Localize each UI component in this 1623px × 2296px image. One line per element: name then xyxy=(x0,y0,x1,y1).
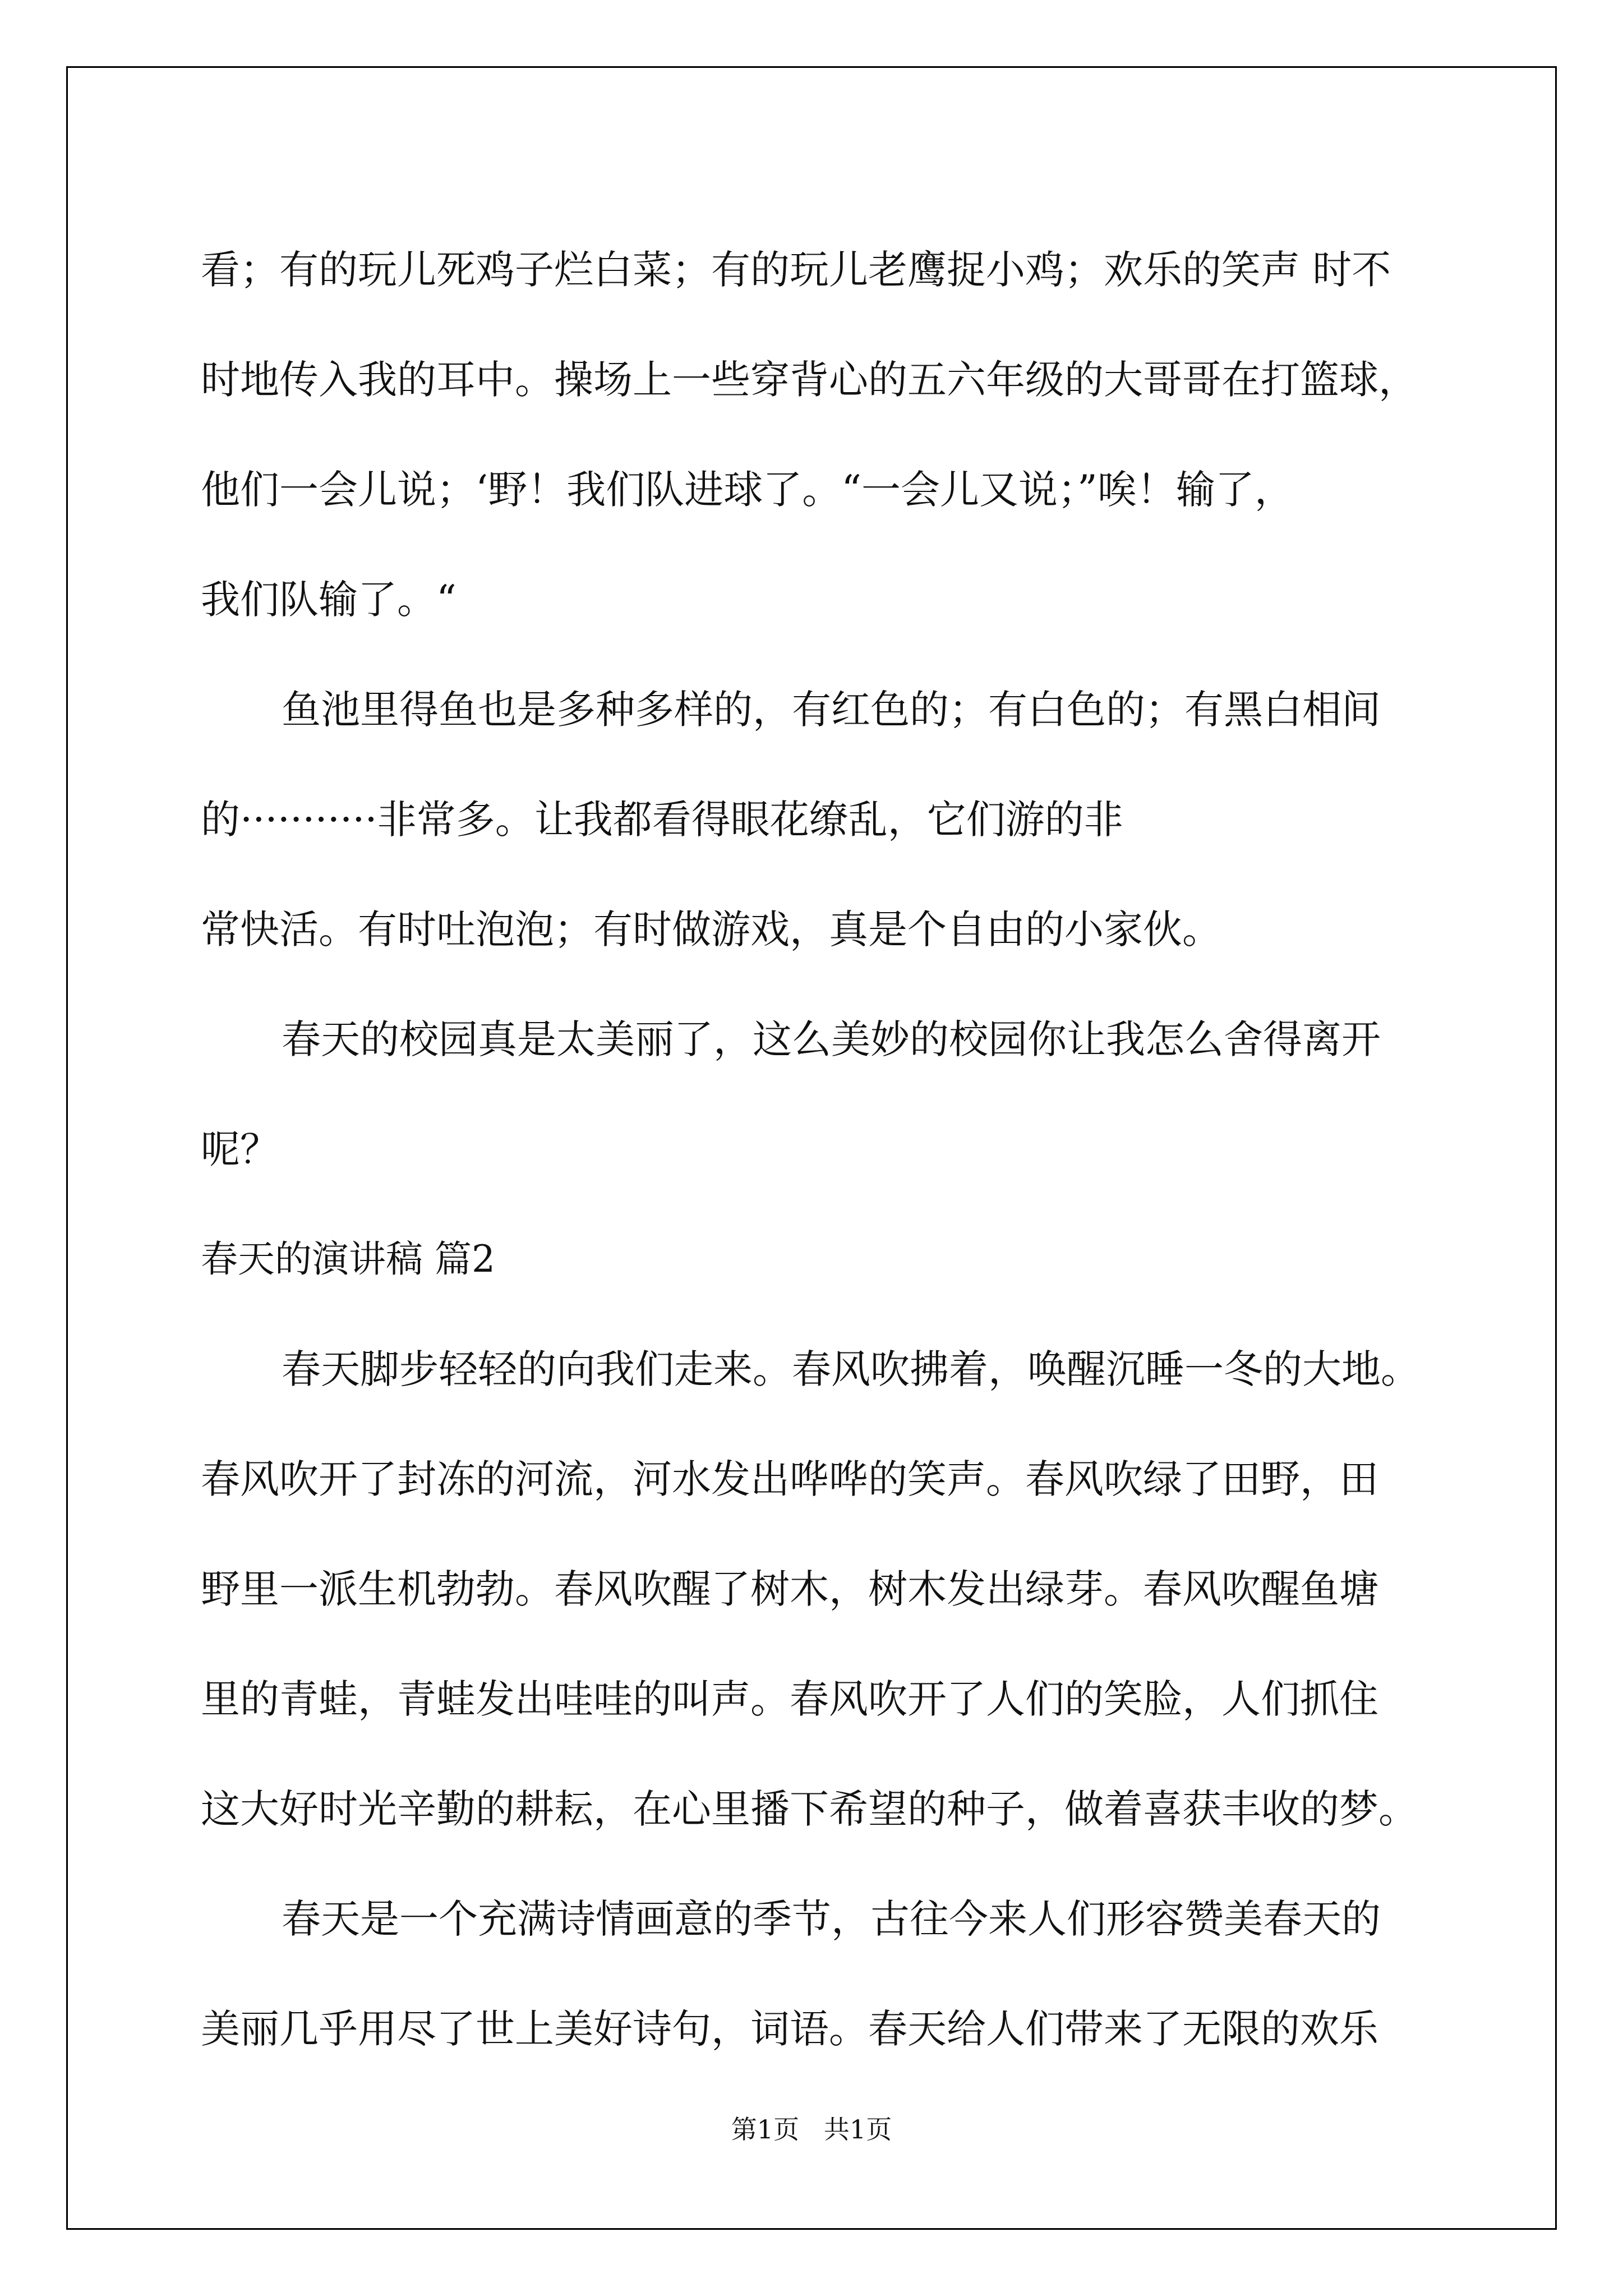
paragraph-start-line: 春天的校园真是太美丽了，这么美妙的校园你让我怎么舍得离开 xyxy=(282,1016,1381,1062)
text-line: 里的青蛙，青蛙发出哇哇的叫声。春风吹开了人们的笑脸，人们抓住 xyxy=(201,1676,1378,1722)
paragraph-start-line: 春天是一个充满诗情画意的季节，古往今来人们形容赞美春天的 xyxy=(282,1896,1381,1942)
text-line: 看；有的玩儿死鸡子烂白菜；有的玩儿老鹰捉小鸡；欢乐的笑声 时不 xyxy=(201,247,1391,293)
page-footer: 第1页 共1页 xyxy=(731,2114,892,2145)
paragraph-start-line: 春天脚步轻轻的向我们走来。春风吹拂着，唤醒沉睡一冬的大地。 xyxy=(282,1346,1420,1392)
text-line: 这大好时光辛勤的耕耘，在心里播下希望的种子，做着喜获丰收的梦。 xyxy=(201,1786,1418,1832)
paragraph-start-line: 鱼池里得鱼也是多种多样的，有红色的；有白色的；有黑白相间 xyxy=(282,687,1381,733)
text-line: 美丽几乎用尽了世上美好诗句，词语。春天给人们带来了无限的欢乐 xyxy=(201,2006,1378,2052)
section-heading: 春天的演讲稿 篇2 xyxy=(201,1237,495,1281)
text-line: 春风吹开了封冻的河流，河水发出哗哗的笑声。春风吹绿了田野，田 xyxy=(201,1456,1378,1502)
text-line: 野里一派生机勃勃。春风吹醒了树木，树木发出绿芽。春风吹醒鱼塘 xyxy=(201,1566,1378,1612)
text-line: 时地传入我的耳中。操场上一些穿背心的五六年级的大哥哥在打篮球， xyxy=(201,357,1418,403)
document-body xyxy=(201,215,1435,2084)
text-line: 我们队输了。“ xyxy=(201,577,457,623)
text-line: 呢？ xyxy=(201,1126,279,1172)
text-line: 他们一会儿说；‘野！我们队进球了。“一会儿又说；”唉！输了， xyxy=(201,467,1294,513)
text-line: 的···········非常多。让我都看得眼花缭乱，它们游的非 xyxy=(201,797,1123,843)
text-line: 常快活。有时吐泡泡；有时做游戏，真是个自由的小家伙。 xyxy=(201,907,1221,953)
